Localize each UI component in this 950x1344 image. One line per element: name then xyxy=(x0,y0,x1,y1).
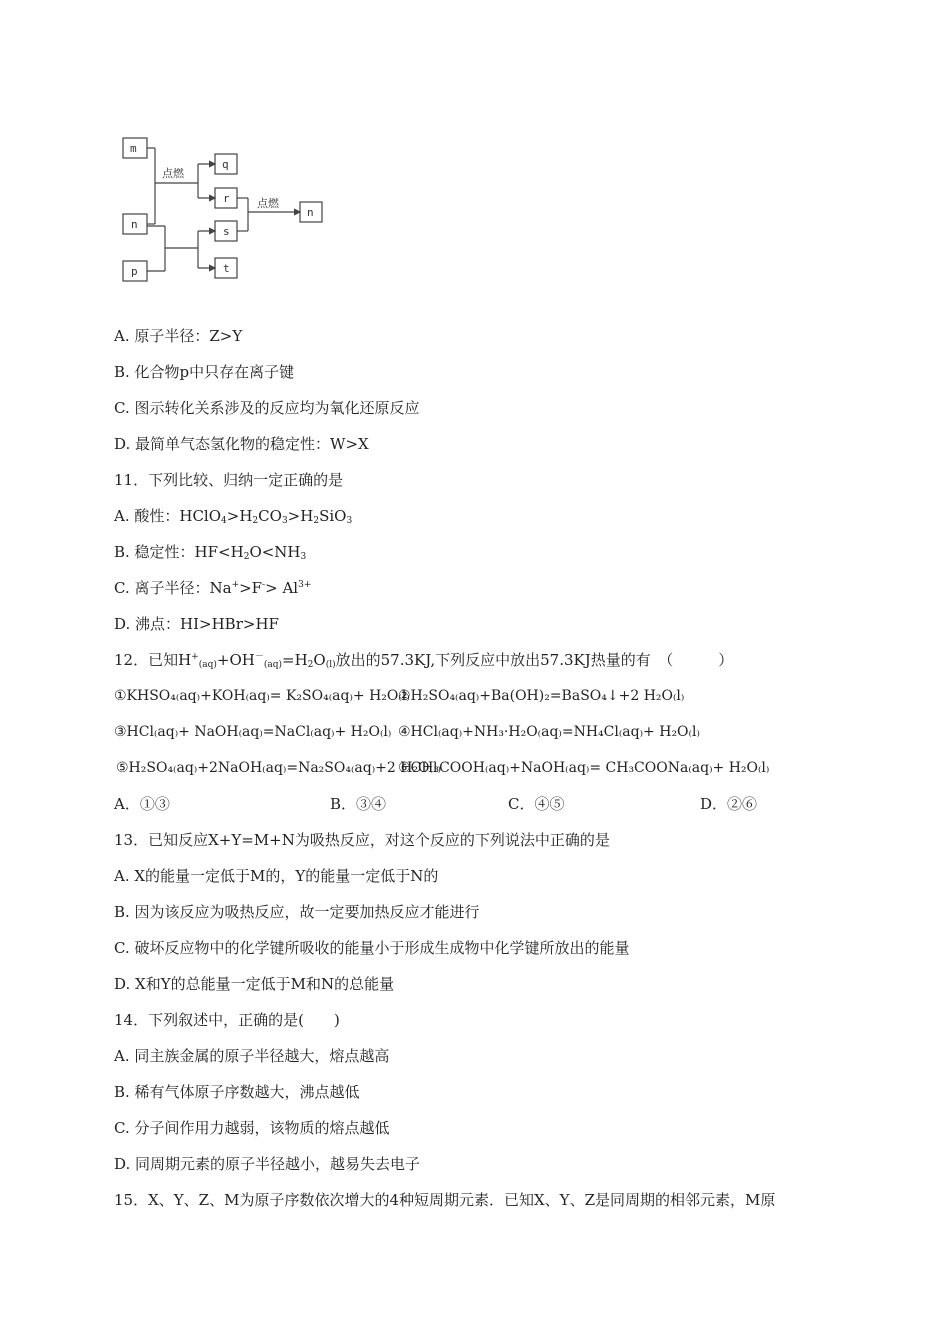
q14-option-c: C. 分子间作用力越弱，该物质的熔点越低 xyxy=(114,1119,390,1137)
q13-option-c: C. 破坏反应物中的化学键所吸收的能量小于形成生成物中化学键所放出的能量 xyxy=(114,939,630,957)
q10-option-c: C. 图示转化关系涉及的反应均为氧化还原反应 xyxy=(114,399,420,417)
node-n-result: n xyxy=(307,206,314,219)
node-r: r xyxy=(223,192,230,205)
q12-reaction-3: ③HCl₍aq₎+ NaOH₍aq₎=NaCl₍aq₎+ H₂O₍l₎ xyxy=(114,724,392,740)
q12-option-b: B．③④ xyxy=(330,795,387,813)
q13-option-b: B. 因为该反应为吸热反应，故一定要加热反应才能进行 xyxy=(114,903,480,921)
q14-stem: 14．下列叙述中，正确的是( ) xyxy=(114,1011,340,1029)
q11-option-b: B. 稳定性：$HF<H_2O<NH_3$ xyxy=(114,543,307,562)
q12-option-d: D．②⑥ xyxy=(700,795,758,813)
q14-option-d: D. 同周期元素的原子半径越小，越易失去电子 xyxy=(114,1155,421,1173)
q13-option-a: A. X的能量一定低于M的，Y的能量一定低于N的 xyxy=(114,867,439,885)
node-t: t xyxy=(223,262,230,275)
node-q: q xyxy=(222,158,229,171)
node-s: s xyxy=(223,225,230,238)
q12-reaction-5: ⑤H₂SO₄₍aq₎+2NaOH₍aq₎=Na₂SO₄₍aq₎+2 H₂O₍l₎ xyxy=(116,760,441,776)
q12-reaction-2: ②H₂SO₄₍aq₎+Ba(OH)₂=BaSO₄↓+2 H₂O₍l₎ xyxy=(398,688,685,704)
q12-reaction-1: ①KHSO₄₍aq₎+KOH₍aq₎= K₂SO₄₍aq₎+ H₂O₍l₎ xyxy=(114,688,410,704)
q14-option-a: A. 同主族金属的原子半径越大，熔点越高 xyxy=(114,1047,390,1065)
q11-option-a: A. 酸性：$HClO_4>H_2CO_3>H_2SiO_3$ xyxy=(114,507,353,526)
node-p: p xyxy=(131,265,138,278)
node-m: m xyxy=(130,142,137,155)
q11-option-c: C. 离子半径：$Na^+>F^-> Al^{3+}$ xyxy=(114,579,312,597)
q12-reaction-4: ④HCl₍aq₎+NH₃·H₂O₍aq₎=NH₄Cl₍aq₎+ H₂O₍l₎ xyxy=(398,724,700,740)
q11-stem: 11．下列比较、归纳一定正确的是 xyxy=(114,471,344,489)
q12-option-c: C．④⑤ xyxy=(508,795,565,813)
reaction-diagram xyxy=(120,130,340,290)
q12-stem: 12．已知$H^+_{(aq)}+OH^-_{(aq)}=H_2O_{(l)}$放出的57.3KJ,下列反应中放出57.3KJ热量的有 （ ） xyxy=(114,651,734,670)
q12-option-a: A．①③ xyxy=(114,795,170,813)
q11-option-d: D. 沸点：HI>HBr>HF xyxy=(114,615,279,633)
q14-option-b: B. 稀有气体原子序数越大，沸点越低 xyxy=(114,1083,360,1101)
node-n: n xyxy=(131,218,138,231)
q13-option-d: D. X和Y的总能量一定低于M和N的总能量 xyxy=(114,975,395,993)
q10-option-d: D. 最简单气态氢化物的稳定性：W>X xyxy=(114,435,369,453)
q10-option-a: A. 原子半径：Z>Y xyxy=(114,327,243,345)
q10-option-b: B. 化合物p中只存在离子键 xyxy=(114,363,295,381)
ignite-label-1: 点燃 xyxy=(162,167,184,180)
q12-reaction-6: ⑥CH₃COOH₍aq₎+NaOH₍aq₎= CH₃COONa₍aq₎+ H₂O₍l₎ xyxy=(398,760,770,776)
ignite-label-2: 点燃 xyxy=(257,197,279,210)
q13-stem: 13．已知反应X+Y=M+N为吸热反应，对这个反应的下列说法中正确的是 xyxy=(114,831,610,849)
q15-stem: 15．X、Y、Z、M为原子序数依次增大的4种短周期元素．已知X、Y、Z是同周期的相邻元素，M原 xyxy=(114,1191,776,1209)
